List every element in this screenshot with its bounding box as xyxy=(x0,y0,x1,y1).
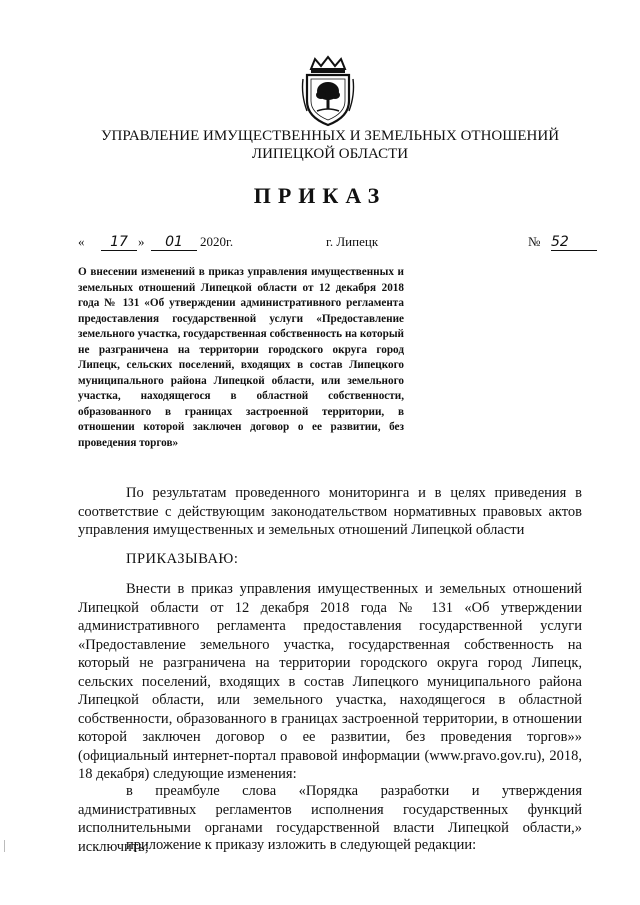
number-sign: № xyxy=(528,234,541,249)
document-title: ПРИКАЗ xyxy=(253,183,387,208)
preamble-change-paragraph: в преамбуле слова «Порядка разработки и утверждения административных регламентов исполнения государственных функций исполнительными органами государственной власти Липецкой области,» исключить; xyxy=(78,783,582,855)
organization-name-line-2: ЛИПЕЦКОЙ ОБЛАСТИ xyxy=(251,146,409,162)
amendment-paragraph: Внести в приказ управления имущественных и земельных отношений Липецкой области от 12 декабря 2018 года № 131 «Об утверждении административного регламента предоставления государственной услуги «Предоставление земельного участка, государственная собственность на который не разграничена на территории городского округа город Липецк, сельских поселений, входящих в состав Липецкого муниципального района Липецкой области, или земельного участка, находящегося в областной собственности, образованного в границах застроенной территории, в отношении которой заключен договор о ее развитии, без проведения торгов»» (официальный интернет-портал правовой информации (www.pravo.gov.ru), 2018, 18 декабря) следующие изменения: xyxy=(78,581,582,782)
preamble-paragraph: По результатам проведенного мониторинга и в целях приведения в соответствие с действующим законодательством нормативных правовых актов управления имущественных и земельных отношений Липецкой области xyxy=(78,485,582,538)
date-year: 2020г. xyxy=(200,234,234,249)
date-day: 17 xyxy=(101,234,137,251)
order-keyword: ПРИКАЗЫВАЮ: xyxy=(126,551,239,567)
organization-name-line-1: УПРАВЛЕНИЕ ИМУЩЕСТВЕННЫХ И ЗЕМЕЛЬНЫХ ОТНОШЕНИЙ xyxy=(100,128,560,144)
margin-mark xyxy=(4,840,5,852)
date-quote-open: « xyxy=(78,234,85,249)
lipetsk-coat-of-arms-icon xyxy=(297,55,359,127)
date-quote-close: » xyxy=(138,234,145,249)
appendix-change-paragraph: приложение к приказу изложить в следующей редакции: xyxy=(126,837,477,853)
date-month: 01 xyxy=(151,234,197,251)
city-name: г. Липецк xyxy=(326,234,379,249)
document-number: 52 xyxy=(551,234,597,251)
document-subject: О внесении изменений в приказ управления имущественных и земельных отношений Липецкой области от 12 декабря 2018 года № 131 «Об утверждении административного регламента предоставления государственной услуги «Предоставление земельного участка, государственная собственность на который не разграничена на территории городского округа город Липецк, сельских поселений, входящих в состав Липецкого муниципального района Липецкой области, или земельного участка, находящегося в областной собственности, образованного в границах застроенной территории, в отношении которой заключен договор о ее развитии, без проведения торгов» xyxy=(78,266,404,449)
